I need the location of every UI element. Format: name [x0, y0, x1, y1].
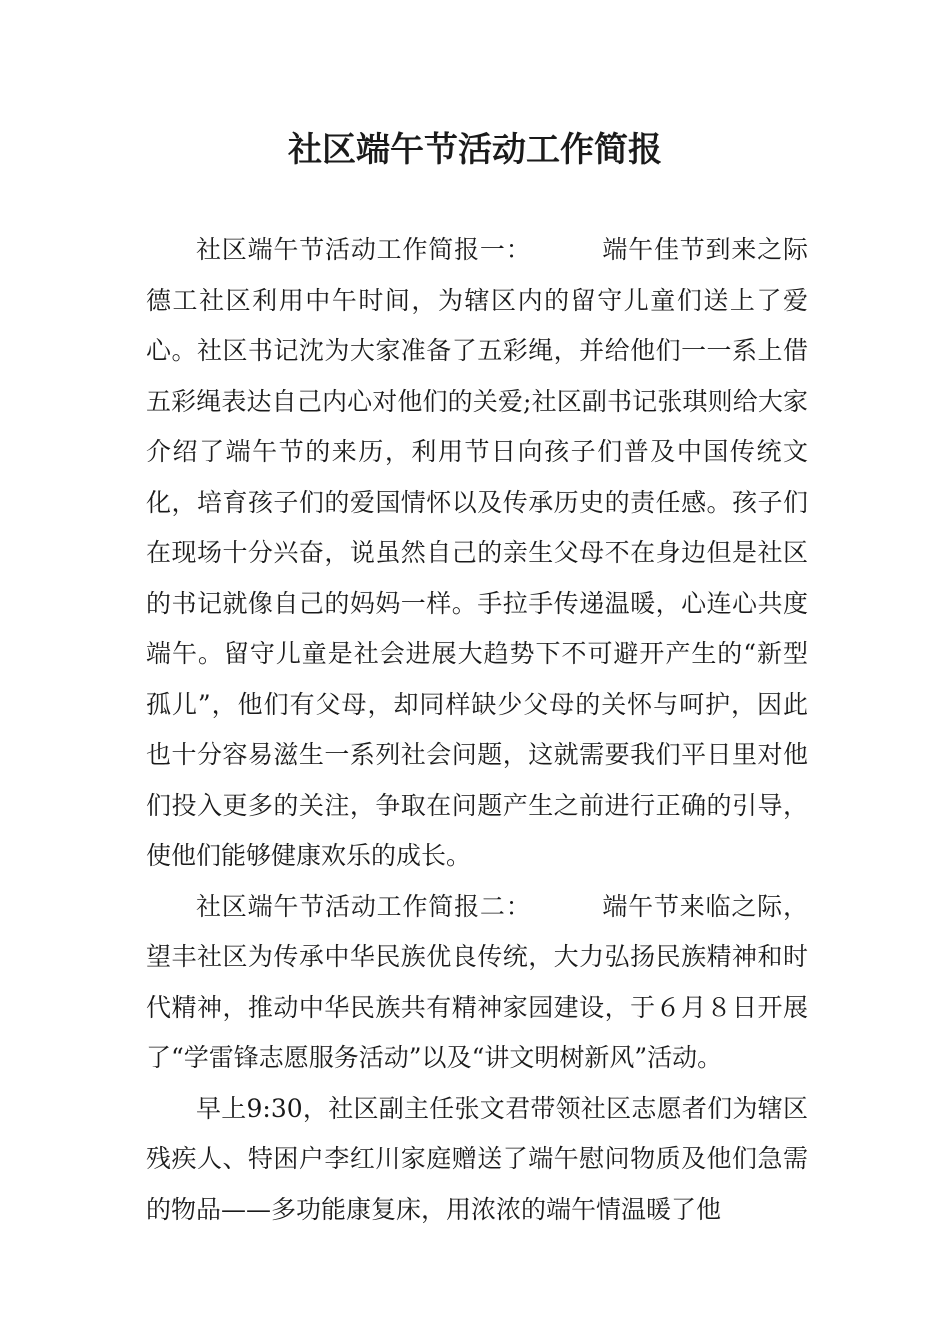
- paragraph-1: [146, 225, 808, 882]
- paragraph-3-text: 早上9:30，社区副主任张文君带领社区志愿者们为辖区残疾人、特困户李红川家庭赠送了端午慰问物质及他们急需的物品——多功能康复床，用浓浓的端午情温暖了他: [146, 1093, 808, 1224]
- document-body: [146, 225, 808, 1235]
- paragraph-2-lead: 社区端午节活动工作简报二：: [196, 891, 532, 921]
- paragraph-1-lead: 社区端午节活动工作简报一：: [196, 235, 532, 264]
- paragraph-1-text: 端午佳节到来之际德工社区利用中午时间，为辖区内的留守儿童们送上了爱心。社区书记沈为大家准备了五彩绳，并给他们一一系上借五彩绳表达自己内心对他们的关爱;社区副书记张琪则给大家介绍了端午节的来历，利用节日向孩子们普及中国传统文化，培育孩子们的爱国情怀以及传承历史的责任感。孩子们在现场十分兴奋，说虽然自己的亲生父母不在身边但是社区的书记就像自己的妈妈一样。手拉手传递温暖，心连心共度端午。留守儿童是社会进展大趋势下不可避开产生的“新型孤儿”，他们有父母，却同样缺少父母的关怀与呵护，因此也十分容易滋生一系列社会问题，这就需要我们平日里对他们投入更多的关注，争取在问题产生之前进行正确的引导，使他们能够健康欢乐的成长。: [146, 235, 808, 870]
- paragraph-2-text: 端午节来临之际，望丰社区为传承中华民族优良传统，大力弘扬民族精神和时代精神，推动中华民族共有精神家园建设，于６月８日开展了“学雷锋志愿服务活动”以及“讲文明树新风”活动。: [146, 891, 808, 1072]
- document-title: 社区端午节活动工作简报: [288, 130, 662, 170]
- paragraph-3: [146, 1084, 808, 1236]
- paragraph-2: [146, 882, 808, 1084]
